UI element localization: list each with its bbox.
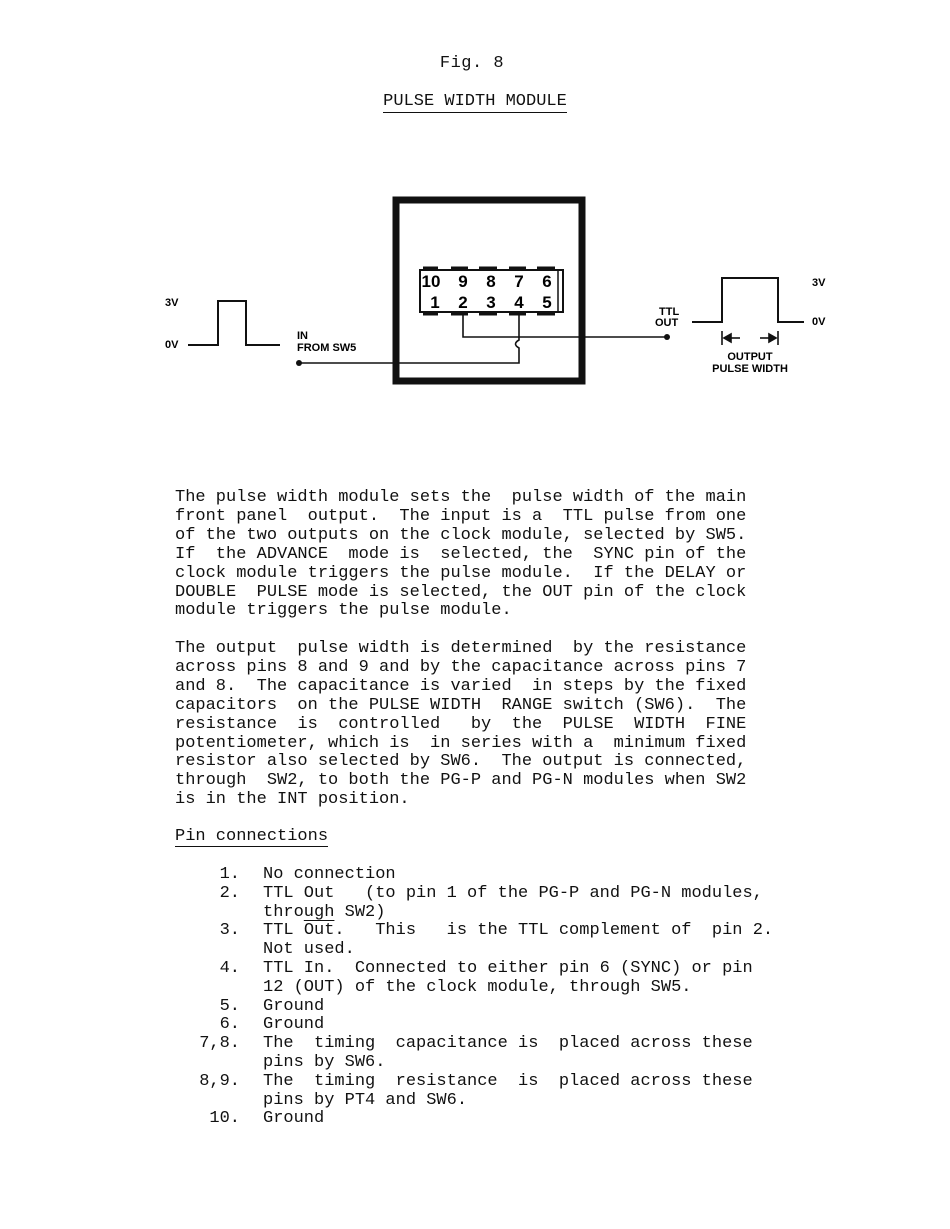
pin-description: Ground xyxy=(263,996,325,1016)
chip-pin-3-label: 3 xyxy=(486,293,496,312)
wire-pin2-to-output xyxy=(463,315,519,337)
pulse-width-module-diagram xyxy=(0,180,950,400)
input-label-from-sw5: FROM SW5 xyxy=(297,342,357,354)
output-0v-label: 0V xyxy=(812,316,826,328)
pin-number: 2. xyxy=(219,883,240,903)
figure-title xyxy=(0,92,950,111)
pin-item xyxy=(0,885,823,923)
pin-description: No connection xyxy=(263,865,396,884)
pin-item xyxy=(0,1110,823,1129)
pin-description: Ground xyxy=(263,1109,325,1129)
description-paragraph-1: The pulse width module sets the pulse width of the main front panel output. The input is a TTL pulse from one of the two outputs on the clock module, selected by SW5. If the ADVANCE mode is selected, the SYNC pin of the clock module triggers the pulse module. If the DELAY or DOUBLE PULSE mode is selected, the OUT pin of the clock module triggers the pulse module. xyxy=(175,488,747,621)
pin-number: 7,8. xyxy=(199,1034,240,1054)
input-0v-label: 0V xyxy=(165,339,179,351)
pin-connections-list xyxy=(0,866,823,1129)
pin-description: TTL In. Connected to either pin 6 (SYNC) or pin 12 (OUT) of the clock module, through SW5. xyxy=(263,958,753,997)
chip-pin-8-label: 8 xyxy=(486,272,496,291)
pin-number: 4. xyxy=(219,958,240,978)
chip-pin-5-label: 5 xyxy=(542,293,552,312)
pin-description xyxy=(263,922,823,960)
pin-item xyxy=(0,866,823,885)
wire-pin4-to-input xyxy=(397,315,519,363)
pin-description-overlined: $\overline{Out}$ xyxy=(303,921,335,941)
pin-number: 8,9. xyxy=(199,1071,240,1091)
output-terminal-dot xyxy=(664,334,670,340)
pin-number: 10. xyxy=(209,1109,240,1129)
pin-description-rest: . This is the TTL complement of pin 2. Not used. xyxy=(263,921,774,960)
pin-item xyxy=(0,960,823,998)
chip-pin-9-label: 9 xyxy=(458,272,468,291)
output-label: OUTPUT xyxy=(727,351,773,363)
chip-pin-2-label: 2 xyxy=(458,293,468,312)
pin-item xyxy=(0,1016,823,1035)
pulse-width-label: PULSE WIDTH xyxy=(712,363,788,375)
figure-label: Fig. 8 xyxy=(439,54,505,73)
pin-description: The timing capacitance is placed across these pins by SW6. xyxy=(263,1034,753,1072)
input-pulse-waveform xyxy=(188,301,280,345)
ttl-label: TTL xyxy=(659,306,680,318)
ttl-out-label: OUT xyxy=(655,317,679,329)
pin-description-prefix: TTL xyxy=(263,921,304,941)
input-label-in: IN xyxy=(297,330,308,342)
chip-pin-10-label: 10 xyxy=(421,272,441,291)
pin-number: 3. xyxy=(219,921,240,941)
pin-description: TTL Out (to pin 1 of the PG-P and PG-N modules, through SW2) xyxy=(263,883,763,922)
pin-item xyxy=(0,998,823,1017)
chip-pin-7-label: 7 xyxy=(514,272,524,291)
figure-title-text: PULSE WIDTH MODULE xyxy=(383,92,567,111)
pin-description: Ground xyxy=(263,1015,325,1035)
pin-description: The timing resistance is placed across these pins by PT4 and SW6. xyxy=(263,1071,753,1110)
description-paragraph-2: The output pulse width is determined by the resistance across pins 8 and 9 and by the capacitance across pins 7 and 8. The capacitance is varied in steps by the fixed capacitors on the PULSE WIDTH RANGE switch (SW6). The resistance is controlled by the PULSE WIDTH FINE potentiometer, which is in series with a minimum fixed resistor also selected by SW6. The output is connected, through SW2, to both the PG-P and PG-N modules when SW2 is in the INT position. xyxy=(175,639,747,810)
input-3v-label: 3V xyxy=(165,297,179,309)
pin-item xyxy=(0,1073,823,1111)
pin-number: 5. xyxy=(219,996,240,1016)
chip-pin-4-label: 4 xyxy=(514,293,524,312)
pulse-width-arrows xyxy=(722,331,778,345)
pin-item xyxy=(0,922,823,960)
output-3v-label: 3V xyxy=(812,277,826,289)
chip-pin-6-label: 6 xyxy=(542,272,552,291)
pin-number: 6. xyxy=(219,1015,240,1035)
pin-connections-heading: Pin connections xyxy=(175,827,329,846)
chip-pin-1-label: 1 xyxy=(430,293,440,312)
output-pulse-waveform xyxy=(692,278,804,322)
pin-item xyxy=(0,1035,823,1073)
pin-number: 1. xyxy=(219,865,240,884)
